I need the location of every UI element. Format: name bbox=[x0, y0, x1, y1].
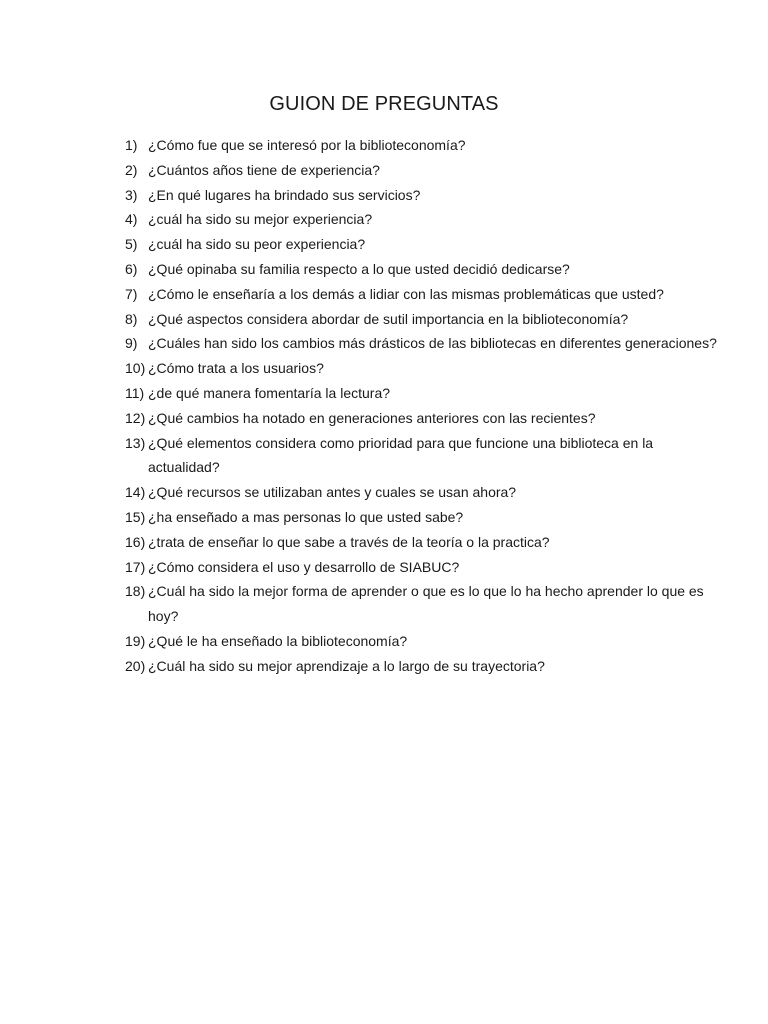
list-item bbox=[125, 505, 725, 530]
item-text: ¿Cuáles han sido los cambios más drásticos de las bibliotecas en diferentes generaciones? bbox=[148, 335, 717, 352]
list-item bbox=[125, 183, 725, 208]
item-number: 11) bbox=[125, 384, 145, 401]
item-number: 1) bbox=[125, 137, 138, 153]
list-item bbox=[125, 431, 725, 481]
list-item bbox=[125, 307, 725, 332]
item-text: ¿ha enseñado a mas personas lo que usted sabe? bbox=[148, 508, 464, 525]
list-item bbox=[125, 579, 725, 629]
item-number: 7) bbox=[125, 285, 138, 302]
item-text: ¿Qué aspectos considera abordar de sutil importancia en la biblioteconomía? bbox=[148, 310, 629, 327]
list-item bbox=[125, 629, 725, 654]
item-number: 9) bbox=[125, 335, 138, 352]
item-text: ¿Cómo considera el uso y desarrollo de SIABUC? bbox=[148, 558, 460, 575]
item-number: 2) bbox=[125, 161, 138, 178]
item-number: 14) bbox=[125, 484, 146, 501]
page-title: GUION DE PREGUNTAS bbox=[269, 93, 499, 115]
item-text: ¿trata de enseñar lo que sabe a través de la teoría o la practica? bbox=[148, 533, 550, 550]
item-text: ¿Qué le ha enseñado la biblioteconomía? bbox=[148, 632, 408, 649]
item-number: 18) bbox=[125, 583, 146, 600]
item-text: ¿cuál ha sido su peor experiencia? bbox=[148, 236, 366, 253]
list-item bbox=[125, 381, 725, 406]
item-number: 6) bbox=[125, 260, 138, 277]
item-number: 19) bbox=[125, 632, 146, 649]
item-text: ¿Qué elementos considera como prioridad para que funcione una biblioteca en la actualidad? bbox=[148, 434, 654, 476]
item-number: 3) bbox=[125, 186, 138, 203]
item-text: ¿Cómo fue que se interesó por la biblioteconomía? bbox=[148, 137, 466, 153]
item-text: ¿Cómo le enseñaría a los demás a lidiar con las mismas problemáticas que usted? bbox=[148, 285, 664, 302]
item-number: 20) bbox=[125, 657, 146, 674]
item-text: ¿Qué cambios ha notado en generaciones anteriores con las recientes? bbox=[148, 409, 596, 426]
item-number: 12) bbox=[125, 409, 146, 426]
item-number: 5) bbox=[125, 236, 138, 253]
list-item bbox=[125, 207, 725, 232]
list-item bbox=[125, 133, 725, 158]
item-text: ¿Qué recursos se utilizaban antes y cuales se usan ahora? bbox=[148, 484, 517, 501]
list-item bbox=[125, 158, 725, 183]
item-text: ¿Cómo trata a los usuarios? bbox=[148, 360, 324, 377]
list-item bbox=[125, 530, 725, 555]
list-item bbox=[125, 406, 725, 431]
list-item bbox=[125, 654, 725, 679]
question-list bbox=[125, 133, 725, 679]
item-number: 8) bbox=[125, 310, 138, 327]
item-number: 13) bbox=[125, 434, 146, 451]
item-text: ¿cuál ha sido su mejor experiencia? bbox=[148, 211, 373, 228]
list-item bbox=[125, 356, 725, 381]
item-text: ¿Cuál ha sido su mejor aprendizaje a lo largo de su trayectoria? bbox=[148, 657, 545, 674]
item-number: 16) bbox=[125, 533, 146, 550]
item-text: ¿Qué opinaba su familia respecto a lo que usted decidió dedicarse? bbox=[148, 260, 570, 277]
list-item bbox=[125, 232, 725, 257]
item-number: 4) bbox=[125, 211, 138, 228]
list-item bbox=[125, 257, 725, 282]
list-item bbox=[125, 282, 725, 307]
item-number: 15) bbox=[125, 508, 146, 525]
item-text: ¿Cuántos años tiene de experiencia? bbox=[148, 161, 380, 178]
list-item bbox=[125, 331, 725, 356]
item-text: ¿En qué lugares ha brindado sus servicios? bbox=[148, 186, 421, 203]
item-text: ¿de qué manera fomentaría la lectura? bbox=[148, 384, 391, 401]
item-number: 17) bbox=[125, 558, 146, 575]
item-number: 10) bbox=[125, 360, 146, 377]
list-item bbox=[125, 555, 725, 580]
item-text: ¿Cuál ha sido la mejor forma de aprender o que es lo que lo ha hecho aprender lo que es hoy? bbox=[148, 583, 704, 625]
list-item bbox=[125, 480, 725, 505]
